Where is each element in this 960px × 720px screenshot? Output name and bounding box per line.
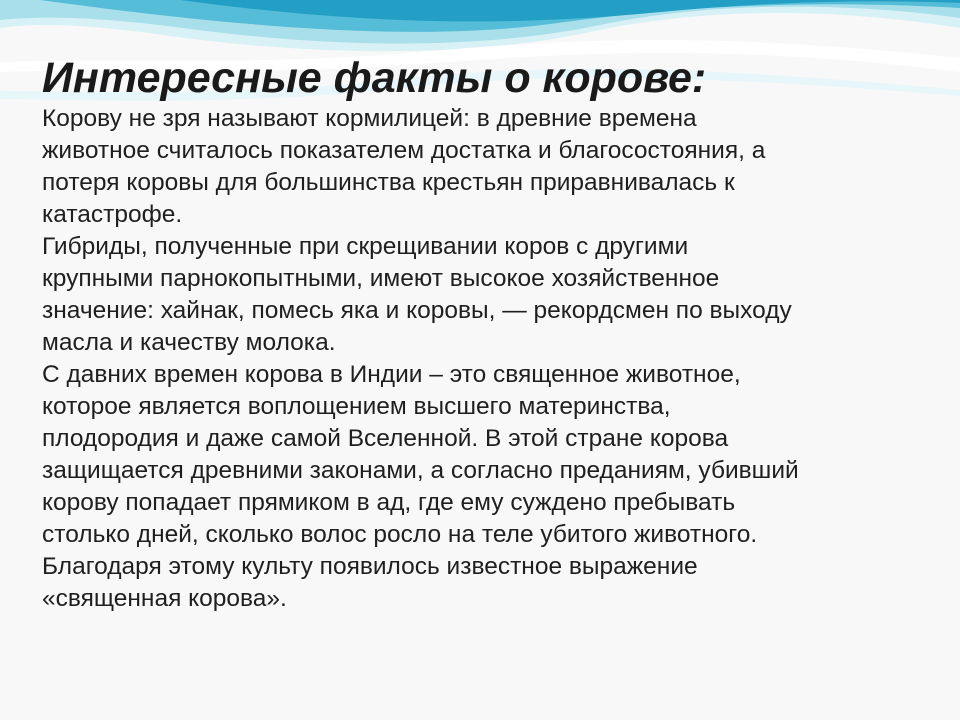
fact-line: катастрофе.	[42, 201, 183, 228]
fact-line: которое является воплощением высшего материнства,	[42, 393, 671, 420]
fact-line: защищается древними законами, а согласно преданиям, убивший	[42, 457, 799, 484]
facts-text	[42, 103, 942, 615]
fact-line: плодородия и даже самой Вселенной. В этой стране корова	[42, 425, 729, 452]
fact-line: Гибриды, полученные при скрещивании коров с другими	[42, 233, 689, 260]
fact-line: животное считалось показателем достатка и благосостояния, а	[42, 137, 766, 164]
fact-line: крупными парнокопытными, имеют высокое хозяйственное	[42, 265, 720, 292]
fact-line: «священная корова».	[42, 585, 287, 612]
fact-line: столько дней, сколько волос росло на теле убитого животного.	[42, 521, 758, 548]
slide-title: Интересные факты о корове:	[42, 54, 707, 102]
fact-line: С давних времен корова в Индии – это священное животное,	[42, 361, 741, 388]
fact-line: Корову не зря называют кормилицей: в древние времена	[42, 105, 697, 132]
fact-line: масла и качеству молока.	[42, 329, 336, 356]
fact-line: значение: хайнак, помесь яка и коровы, — рекордсмен по выходу	[42, 297, 792, 324]
fact-line: корову попадает прямиком в ад, где ему суждено пребывать	[42, 489, 736, 516]
fact-line: Благодаря этому культу появилось известное выражение	[42, 553, 698, 580]
fact-line: потеря коровы для большинства крестьян приравнивалась к	[42, 169, 735, 196]
